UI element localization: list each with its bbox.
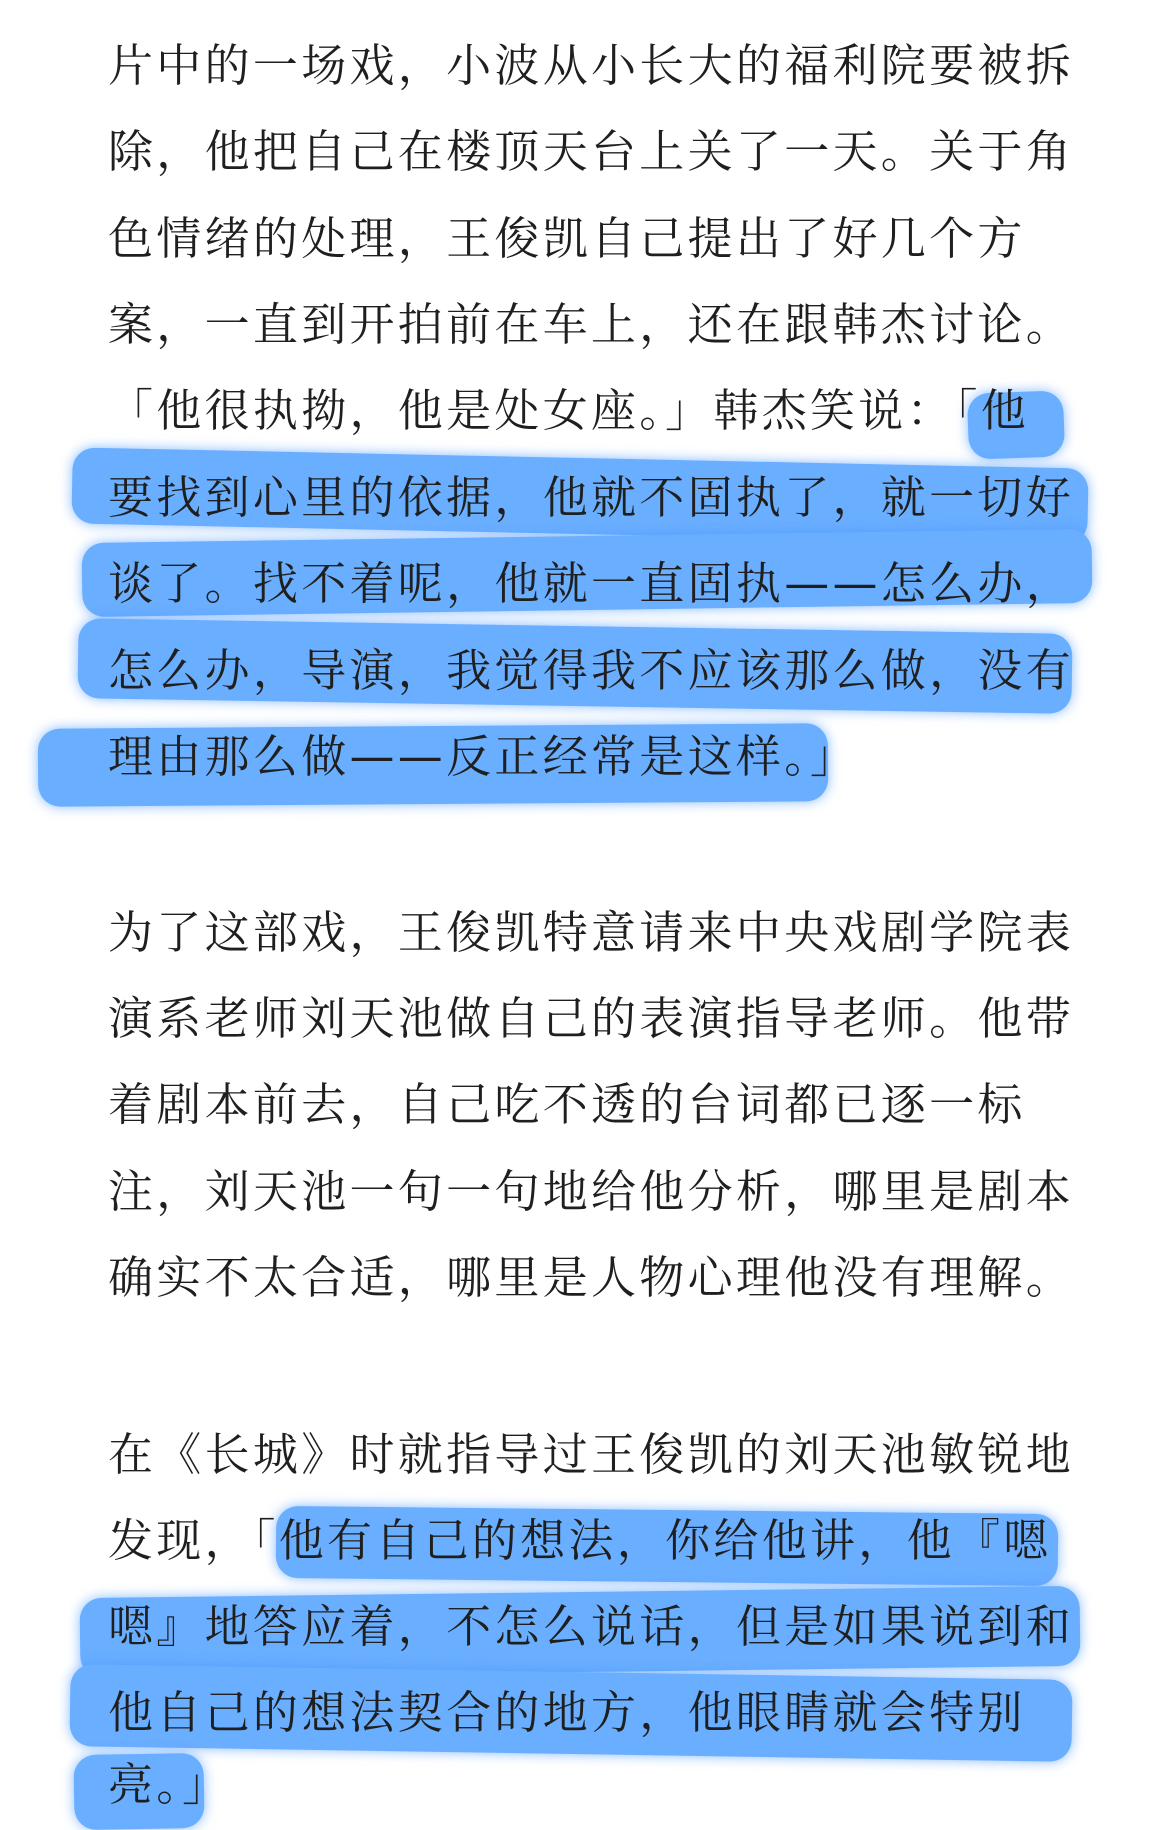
text-line: 色情绪的处理，王俊凯自己提出了好几个方: [108, 212, 1026, 265]
text-line: 他自己的想法契合的地方，他眼睛就会特别: [108, 1686, 1026, 1739]
text-line: 确实不太合适，哪里是人物心理他没有理解。: [108, 1251, 1075, 1304]
text-line: 演系老师刘天池做自己的表演指导老师。他带: [108, 992, 1075, 1045]
text-line: 着剧本前去，自己吃不透的台词都已逐一标: [108, 1078, 1026, 1131]
text-line: 「他很执拗，他是处女座。」韩杰笑说：「他: [108, 384, 1030, 437]
text-line: 嗯』地答应着，不怎么说话，但是如果说到和: [108, 1600, 1075, 1653]
text-line: 怎么办，导演，我觉得我不应该那么做，没有: [108, 644, 1075, 697]
text-line: 发现，「他有自己的想法，你给他讲，他『嗯: [108, 1514, 1052, 1567]
text-line: 要找到心里的依据，他就不固执了，就一切好: [108, 471, 1075, 524]
text-line: 注，刘天池一句一句地给他分析，哪里是剧本: [108, 1165, 1075, 1218]
text-line: 在《长城》时就指导过王俊凯的刘天池敏锐地: [108, 1428, 1075, 1481]
text-line: 谈了。找不着呢，他就一直固执——怎么办，: [108, 557, 1075, 610]
text-line: 片中的一场戏，小波从小长大的福利院要被拆: [108, 39, 1075, 92]
text-line: 理由那么做——反正经常是这样。」: [108, 730, 859, 783]
text-line: 为了这部戏，王俊凯特意请来中央戏剧学院表: [108, 906, 1075, 959]
text-line: 亮。」: [108, 1758, 231, 1811]
text-line: 除，他把自己在楼顶天台上关了一天。关于角: [108, 125, 1075, 178]
text-line: 案，一直到开拍前在车上，还在跟韩杰讨论。: [108, 298, 1075, 351]
